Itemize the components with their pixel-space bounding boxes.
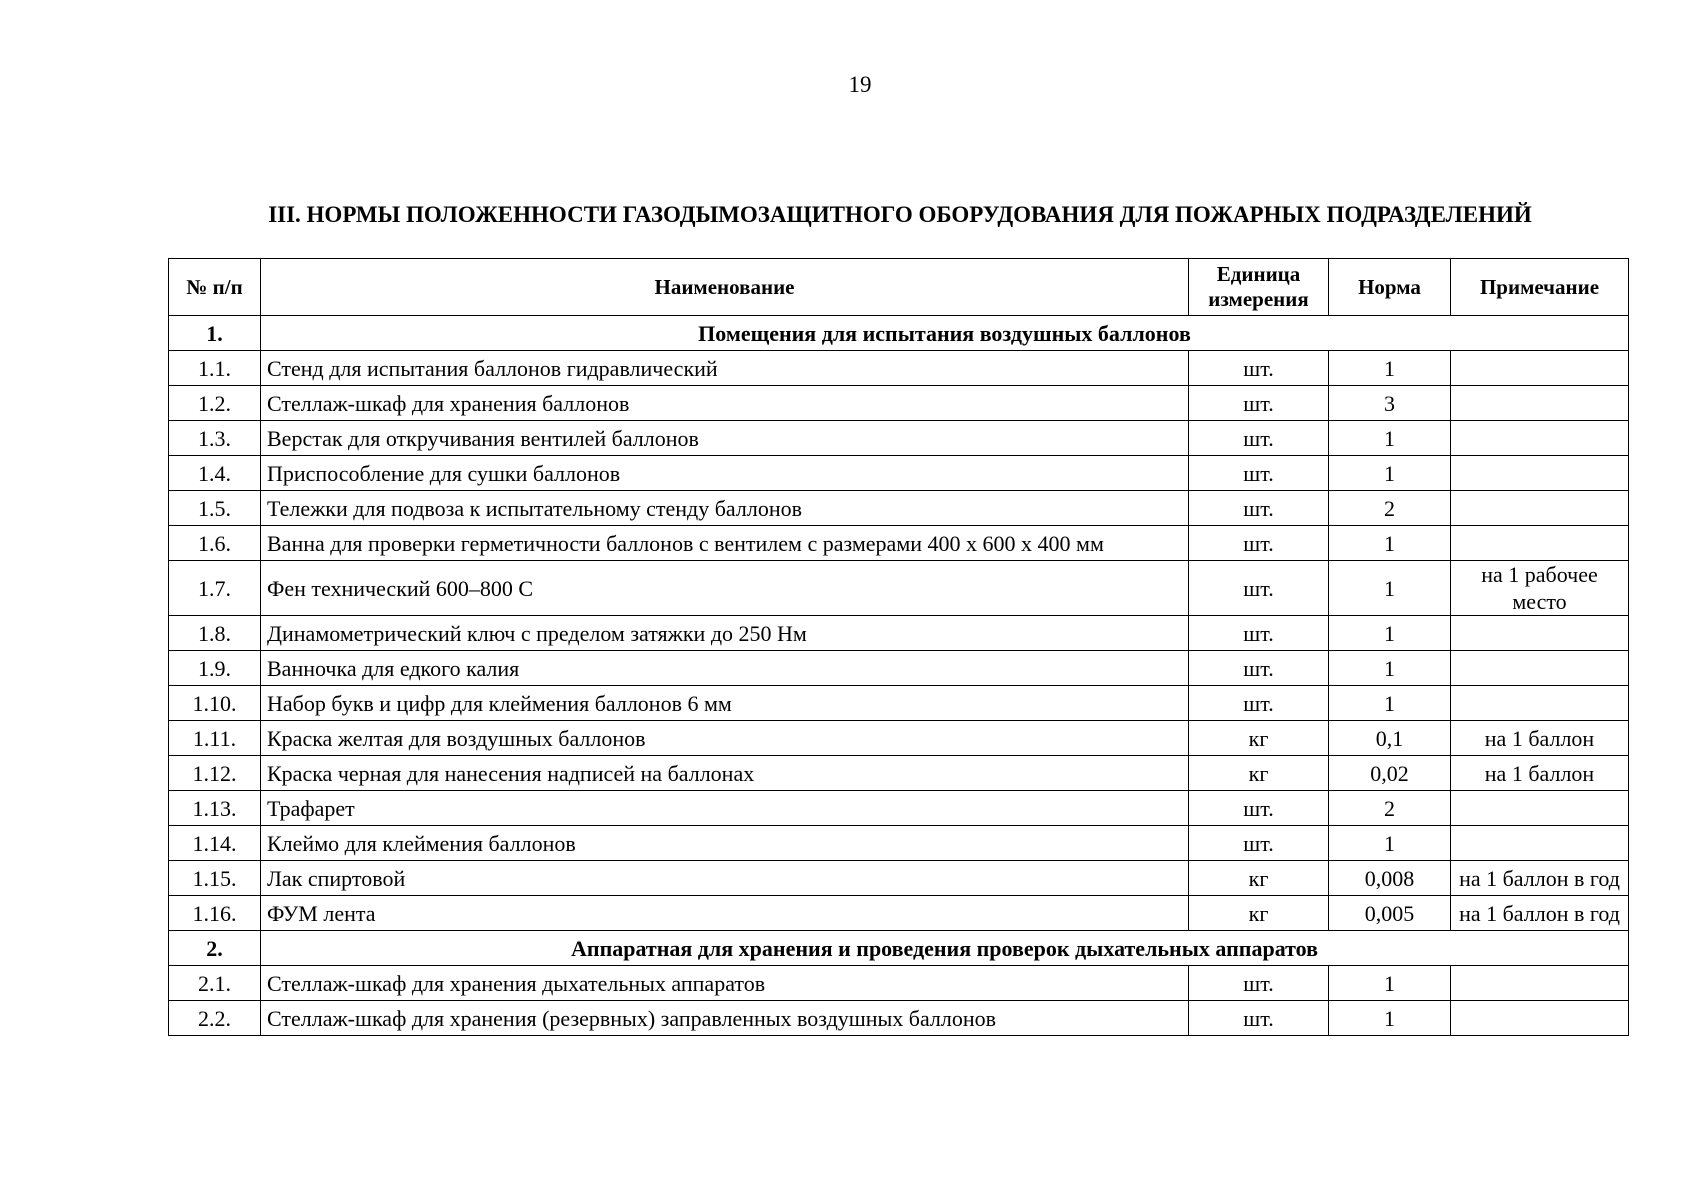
row-note	[1451, 791, 1629, 826]
row-number: 1.3.	[169, 421, 261, 456]
row-norm: 1	[1329, 351, 1451, 386]
row-number: 1.8.	[169, 616, 261, 651]
row-unit: шт.	[1189, 1001, 1329, 1036]
norms-table	[168, 258, 1629, 1036]
row-norm: 0,1	[1329, 721, 1451, 756]
table-row	[169, 456, 1629, 491]
row-unit: шт.	[1189, 791, 1329, 826]
row-note	[1451, 651, 1629, 686]
table-row	[169, 966, 1629, 1001]
table-row	[169, 721, 1629, 756]
row-note	[1451, 826, 1629, 861]
row-note	[1451, 351, 1629, 386]
row-norm: 1	[1329, 1001, 1451, 1036]
row-number: 1.6.	[169, 526, 261, 561]
row-norm: 1	[1329, 686, 1451, 721]
row-unit: шт.	[1189, 686, 1329, 721]
row-norm: 1	[1329, 966, 1451, 1001]
row-unit: кг	[1189, 756, 1329, 791]
row-number: 1.14.	[169, 826, 261, 861]
section-row	[169, 931, 1629, 966]
row-name: Тележки для подвоза к испытательному стенду баллонов	[261, 491, 1189, 526]
row-number: 1.5.	[169, 491, 261, 526]
row-note: на 1 рабочее место	[1451, 561, 1629, 616]
table-header-row	[169, 259, 1629, 316]
row-name: Стеллаж-шкаф для хранения (резервных) заправленных воздушных баллонов	[261, 1001, 1189, 1036]
row-norm: 1	[1329, 826, 1451, 861]
row-norm: 1	[1329, 456, 1451, 491]
row-number: 1.7.	[169, 561, 261, 616]
row-note	[1451, 966, 1629, 1001]
table-row	[169, 561, 1629, 616]
header-num: № п/п	[169, 259, 261, 316]
row-note: на 1 баллон	[1451, 721, 1629, 756]
section-heading: Аппаратная для хранения и проведения проверок дыхательных аппаратов	[261, 931, 1629, 966]
table-row	[169, 826, 1629, 861]
row-number: 2.2.	[169, 1001, 261, 1036]
section-number: 2.	[169, 931, 261, 966]
section-heading: Помещения для испытания воздушных баллонов	[261, 316, 1629, 351]
row-note	[1451, 526, 1629, 561]
row-norm: 2	[1329, 791, 1451, 826]
row-unit: шт.	[1189, 826, 1329, 861]
table-row	[169, 491, 1629, 526]
row-unit: кг	[1189, 721, 1329, 756]
row-note: на 1 баллон	[1451, 756, 1629, 791]
row-unit: шт.	[1189, 561, 1329, 616]
row-unit: кг	[1189, 896, 1329, 931]
table-row	[169, 616, 1629, 651]
row-number: 1.13.	[169, 791, 261, 826]
table-row	[169, 421, 1629, 456]
section-number: 1.	[169, 316, 261, 351]
row-norm: 2	[1329, 491, 1451, 526]
row-name: Трафарет	[261, 791, 1189, 826]
row-name: Лак спиртовой	[261, 861, 1189, 896]
row-unit: шт.	[1189, 616, 1329, 651]
row-name: Фен технический 600–800 С	[261, 561, 1189, 616]
header-name: Наименование	[261, 259, 1189, 316]
row-norm: 1	[1329, 421, 1451, 456]
table-row	[169, 526, 1629, 561]
row-unit: шт.	[1189, 491, 1329, 526]
row-unit: шт.	[1189, 351, 1329, 386]
row-unit: шт.	[1189, 456, 1329, 491]
row-note	[1451, 386, 1629, 421]
row-number: 1.9.	[169, 651, 261, 686]
row-number: 1.11.	[169, 721, 261, 756]
table-row	[169, 756, 1629, 791]
row-number: 1.10.	[169, 686, 261, 721]
row-norm: 1	[1329, 561, 1451, 616]
row-norm: 3	[1329, 386, 1451, 421]
row-note	[1451, 491, 1629, 526]
section-row	[169, 316, 1629, 351]
row-note	[1451, 456, 1629, 491]
row-norm: 1	[1329, 616, 1451, 651]
row-number: 1.4.	[169, 456, 261, 491]
row-name: Краска желтая для воздушных баллонов	[261, 721, 1189, 756]
row-unit: шт.	[1189, 386, 1329, 421]
row-name: Набор букв и цифр для клеймения баллонов 6 мм	[261, 686, 1189, 721]
page-number: 19	[848, 72, 872, 97]
row-note: на 1 баллон в год	[1451, 861, 1629, 896]
row-name: Верстак для откручивания вентилей баллонов	[261, 421, 1189, 456]
row-number: 1.12.	[169, 756, 261, 791]
table-row	[169, 686, 1629, 721]
row-number: 1.1.	[169, 351, 261, 386]
table-row	[169, 651, 1629, 686]
table-body	[169, 316, 1629, 1036]
row-unit: шт.	[1189, 966, 1329, 1001]
table-row	[169, 351, 1629, 386]
row-norm: 0,02	[1329, 756, 1451, 791]
row-number: 2.1.	[169, 966, 261, 1001]
row-name: Стеллаж-шкаф для хранения баллонов	[261, 386, 1189, 421]
row-name: Стеллаж-шкаф для хранения дыхательных аппаратов	[261, 966, 1189, 1001]
row-name: Стенд для испытания баллонов гидравлический	[261, 351, 1189, 386]
row-name: Динамометрический ключ с пределом затяжки до 250 Нм	[261, 616, 1189, 651]
row-unit: шт.	[1189, 526, 1329, 561]
row-unit: шт.	[1189, 651, 1329, 686]
row-norm: 0,008	[1329, 861, 1451, 896]
section-title: III. НОРМЫ ПОЛОЖЕННОСТИ ГАЗОДЫМОЗАЩИТНОГО ОБОРУДОВАНИЯ ДЛЯ ПОЖАРНЫХ ПОДРАЗДЕЛЕНИЙ	[268, 202, 1532, 227]
row-unit: шт.	[1189, 421, 1329, 456]
row-number: 1.2.	[169, 386, 261, 421]
row-name: Ванночка для едкого калия	[261, 651, 1189, 686]
table-row	[169, 791, 1629, 826]
row-unit: кг	[1189, 861, 1329, 896]
table-row	[169, 386, 1629, 421]
table-row	[169, 896, 1629, 931]
table-row	[169, 1001, 1629, 1036]
header-note: Примечание	[1451, 259, 1629, 316]
row-number: 1.15.	[169, 861, 261, 896]
row-norm: 0,005	[1329, 896, 1451, 931]
row-note	[1451, 421, 1629, 456]
row-name: Клеймо для клеймения баллонов	[261, 826, 1189, 861]
row-name: Краска черная для нанесения надписей на баллонах	[261, 756, 1189, 791]
row-norm: 1	[1329, 526, 1451, 561]
row-name: ФУМ лента	[261, 896, 1189, 931]
row-name: Приспособление для сушки баллонов	[261, 456, 1189, 491]
row-note	[1451, 686, 1629, 721]
table-row	[169, 861, 1629, 896]
header-unit: Единица измерения	[1189, 259, 1329, 316]
header-norm: Норма	[1329, 259, 1451, 316]
row-norm: 1	[1329, 651, 1451, 686]
row-note	[1451, 616, 1629, 651]
row-note	[1451, 1001, 1629, 1036]
row-number: 1.16.	[169, 896, 261, 931]
row-name: Ванна для проверки герметичности баллонов с вентилем с размерами 400 х 600 х 400 мм	[261, 526, 1189, 561]
row-note: на 1 баллон в год	[1451, 896, 1629, 931]
